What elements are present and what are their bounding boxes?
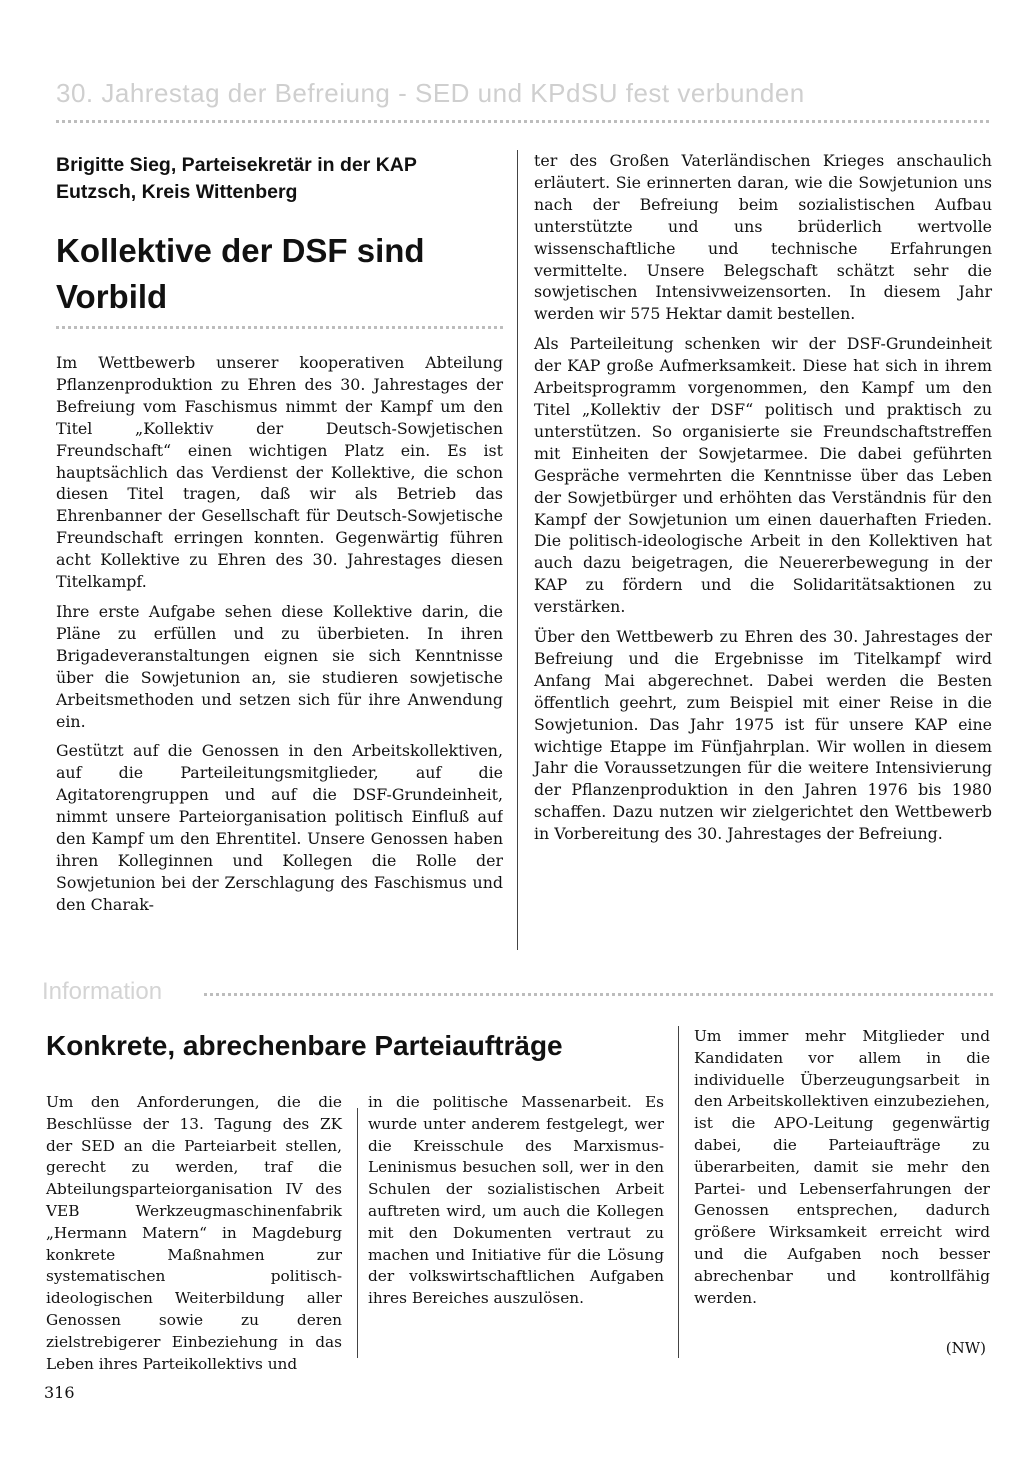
article-paragraph: Über den Wettbewerb zu Ehren des 30. Jahrestages der Befreiung und die Ergebnisse im Titelkampf wird Anfang Mai abgerechnet. Dabei werden die Besten öffentlich geehrt, zum Beispiel mit einer Reise in die Sowjetunion. Das Jahr 1975 ist für unsere KAP eine wichtige Etappe im Fünfjahrplan. Wir wollen in diesem Jahr die Voraussetzungen für die weitere Intensivierung der Pflanzenproduktion in den Jahren 1976 bis 1980 schaffen. Dazu nutzen wir zielgerichtet den Wettbewerb in Vorbereitung des 30. Jahrestages der Befreiung. bbox=[534, 627, 992, 844]
section-label: Information bbox=[42, 978, 163, 1005]
page-number: 316 bbox=[44, 1383, 75, 1402]
article-column-3 bbox=[694, 1026, 990, 1309]
article-paragraph-continued: in die politische Massenarbeit. Es wurde unter anderem festgelegt, wer die Kreisschule des Marxismus-Leninismus besuchen soll, wer in den Schulen der sozialistischen Arbeit auftreten wird, um auch die Kollegen mit den Dokumenten vertraut zu machen und Initiative für die Lösung der volkswirtschaftlichen Aufgaben ihres Bereiches auszulösen. bbox=[368, 1093, 664, 1308]
article-paragraph: Um den Anforderungen, die die Beschlüsse der 13. Tagung des ZK der SED an die Parteiarbeit stellen, gerecht zu werden, traf die Abteilungsparteiorganisation IV des VEB Werkzeugmaschinenfabrik „Hermann Matern“ in Magdeburg konkrete Maßnahmen zur systematischen politisch-ideologischen Weiterbildung aller Genossen sowie zu deren zielstrebigerer Einbeziehung in das Leben ihres Parteikollektivs und bbox=[46, 1093, 342, 1373]
article-title: Kollektive der DSF sind Vorbild bbox=[56, 232, 425, 315]
article-title: Konkrete, abrechenbare Parteiaufträge bbox=[46, 1030, 563, 1061]
running-title: 30. Jahrestag der Befreiung - SED und KPdSU fest verbunden bbox=[56, 78, 805, 108]
article-column-left bbox=[56, 352, 503, 916]
article-paragraph-continued: Um immer mehr Mitglieder und Kandidaten vor allem in die individuelle Überzeugungsarbeit in den Arbeitskollektiven einzubeziehen, ist die APO-Leitung gegenwärtig dabei, die Parteiaufträge zu überarbeiten, damit sie mehr den Partei- und Lebenserfahrungen der Genossen entsprechen, dadurch größere Wirksamkeit erreicht wird und die Aufgaben noch besser abrechenbar und kontrollfähig werden. bbox=[694, 1027, 990, 1307]
article-paragraph: Ihre erste Aufgabe sehen diese Kollektive darin, die Pläne zu erfüllen und zu überbieten. In ihren Brigadeveranstaltungen eignen sie sich Kenntnisse über die Sowjetunion an, sie studieren sowjetische Arbeitsmethoden und setzen sich für ihre Anwendung ein. bbox=[56, 601, 503, 731]
column-divider bbox=[357, 1108, 358, 1358]
article-paragraph-continued: ter des Großen Vaterländischen Krieges anschaulich erläutert. Sie erinnerten daran, wie die Sowjetunion uns nach der Befreiung beim sozialistischen Aufbau unterstützte und uns brüderlich wertvolle wissenschaftliche und technische Erfahrungen vermittelte. Unsere Belegschaft schätzt sehr die sowjetischen Intensivweizensorten. In diesem Jahr werden wir 575 Hektar damit bestellen. bbox=[534, 151, 992, 324]
article-paragraph: Als Parteileitung schenken wir der DSF-Grundeinheit der KAP große Aufmerksamkeit. Diese hat sich in ihrem Arbeitsprogramm vorgenommen, den Kampf um den Titel „Kollektiv der DSF“ politisch und praktisch zu unterstützen. So organisierte sie Freundschaftstreffen mit Einheiten der Sowjetarmee. Die dabei geführten Gespräche vermehrten die Kenntnisse über das Leben der Sowjetbürger und erhöhten das Verständnis für den Kampf der Sowjetunion um einen dauerhaften Frieden. Die politisch-ideologische Arbeit in den Kollektiven hat auch dazu beigetragen, die Neuererbewegung in der KAP zu fördern und die Solidaritätsaktionen zu verstärken. bbox=[534, 334, 992, 617]
column-divider bbox=[678, 1026, 679, 1358]
section-rule bbox=[204, 993, 994, 996]
article-paragraph: Im Wettbewerb unserer kooperativen Abteilung Pflanzenproduktion zu Ehren des 30. Jahrestages der Befreiung vom Faschismus nimmt der Kampf um den Titel „Kollektiv der Deutsch-Sowjetischen Freundschaft“ einen wichtigen Platz ein. Es ist hauptsächlich das Verdienst der Kollektive, die schon diesen Titel tragen, daß wir als Betrieb das Ehrenbanner der Gesellschaft für Deutsch-Sowjetische Freundschaft erringen konnten. Gegenwärtig führen acht Kollektive zu Ehren des 30. Jahrestages diesen Titelkampf. bbox=[56, 353, 503, 592]
header-rule bbox=[56, 120, 992, 123]
article-column-2 bbox=[368, 1092, 664, 1310]
author-signature: (NW) bbox=[945, 1339, 986, 1357]
article-author: Brigitte Sieg, Parteisekretär in der KAP Eutzsch, Kreis Wittenberg bbox=[56, 154, 417, 203]
article-column-1 bbox=[46, 1092, 342, 1375]
column-divider bbox=[517, 150, 518, 950]
article-column-right bbox=[534, 150, 992, 845]
title-rule bbox=[56, 326, 504, 329]
article-paragraph: Gestützt auf die Genossen in den Arbeitskollektiven, auf die Parteileitungsmitglieder, auf die Agitatorengruppen und auf die DSF-Grundeinheit, nimmt unsere Parteiorganisation politisch Einfluß auf den Kampf um den Ehrentitel. Unsere Genossen haben ihren Kolleginnen und Kollegen die Rolle der Sowjetunion bei der Zerschlagung des Faschismus und den Charak- bbox=[56, 741, 503, 914]
